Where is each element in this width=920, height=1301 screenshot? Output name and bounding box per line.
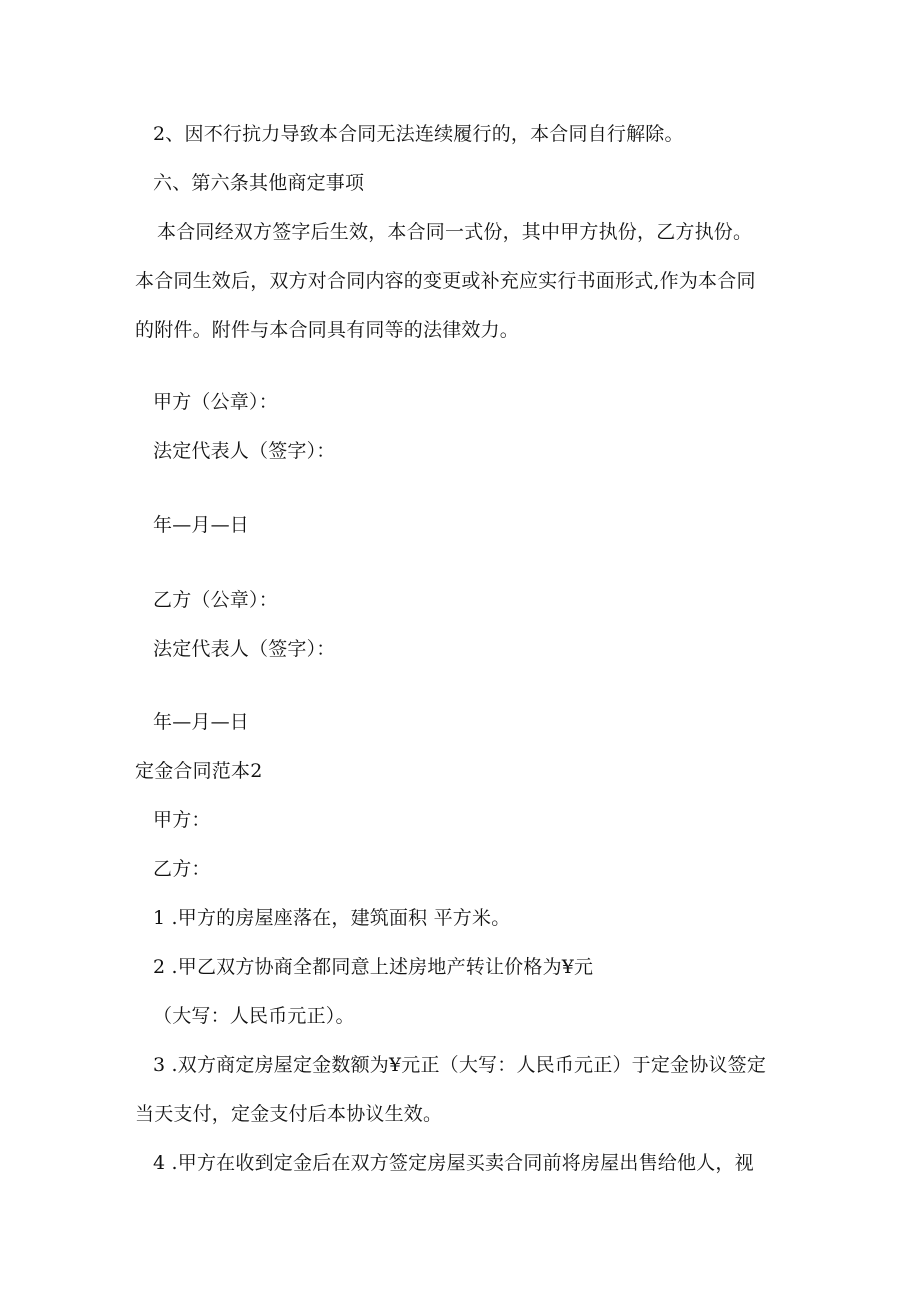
paragraph-line: 的附件。附件与本合同具有同等的法律效力。 bbox=[135, 319, 520, 341]
party-a-seal-label: 甲方（公章）： bbox=[153, 391, 278, 413]
party-a-date-label: 年—月—日 bbox=[153, 514, 250, 536]
party-a-representative-label: 法定代表人（签字）： bbox=[153, 440, 336, 462]
party-a-label: 甲方： bbox=[153, 809, 211, 831]
document-title: 定金合同范本2 bbox=[135, 760, 263, 782]
paragraph-line: 本合同生效后，双方对合同内容的变更或补充应实行书面形式,作为本合同 bbox=[135, 270, 756, 292]
clause-force-majeure: 2、因不行抗力导致本合同无法连续履行的，本合同自行解除。 bbox=[153, 123, 684, 145]
party-b-seal-label: 乙方（公章）： bbox=[153, 589, 278, 611]
clause-2-continuation: （大写：人民币元正）。 bbox=[153, 1005, 355, 1027]
party-b-representative-label: 法定代表人（签字）： bbox=[153, 638, 336, 660]
clause-2: 2 .甲乙双方协商全都同意上述房地产转让价格为¥元 bbox=[153, 956, 594, 978]
clause-3: 3 .双方商定房屋定金数额为¥元正（大写：人民币元正）于定金协议签定 bbox=[153, 1054, 767, 1076]
party-b-label: 乙方： bbox=[153, 858, 211, 880]
clause-3-continuation: 当天支付，定金支付后本协议生效。 bbox=[135, 1103, 443, 1125]
clause-4: 4 .甲方在收到定金后在双方签定房屋买卖合同前将房屋出售给他人，视 bbox=[153, 1152, 754, 1174]
paragraph-line: 本合同经双方签字后生效，本合同一式份，其中甲方执份，乙方执份。 bbox=[157, 221, 753, 243]
party-b-date-label: 年—月—日 bbox=[153, 711, 250, 733]
section-heading-six: 六、第六条其他商定事项 bbox=[153, 172, 365, 194]
clause-1: 1 .甲方的房屋座落在，建筑面积 平方米。 bbox=[153, 907, 511, 929]
